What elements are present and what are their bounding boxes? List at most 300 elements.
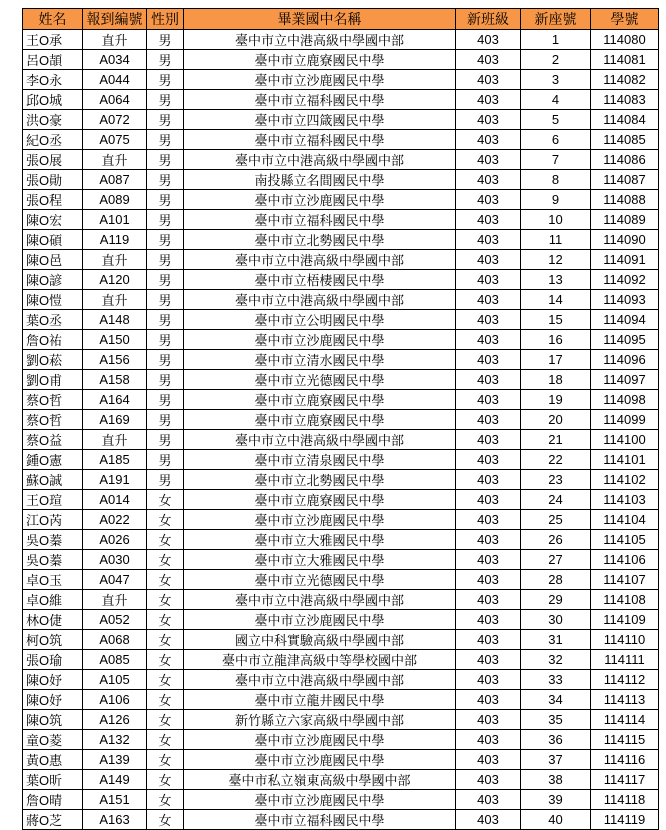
cell-seat: 14 — [521, 290, 591, 310]
table-row — [23, 530, 659, 550]
cell-student-id: 114117 — [591, 770, 659, 790]
cell-reg-no: A026 — [83, 530, 147, 550]
table-row — [23, 410, 659, 430]
table-row — [23, 370, 659, 390]
table-row — [23, 810, 659, 830]
cell-name: 張O勛 — [23, 170, 83, 190]
table-row — [23, 270, 659, 290]
cell-class: 403 — [456, 190, 521, 210]
cell-student-id: 114102 — [591, 470, 659, 490]
cell-reg-no: A185 — [83, 450, 147, 470]
cell-reg-no: A163 — [83, 810, 147, 830]
cell-student-id: 114104 — [591, 510, 659, 530]
cell-student-id: 114103 — [591, 490, 659, 510]
cell-name: 陳O碩 — [23, 230, 83, 250]
cell-seat: 37 — [521, 750, 591, 770]
cell-reg-no: A158 — [83, 370, 147, 390]
cell-reg-no: A089 — [83, 190, 147, 210]
cell-name: 柯O筑 — [23, 630, 83, 650]
cell-gender: 男 — [147, 190, 184, 210]
header-seat: 新座號 — [521, 9, 591, 30]
cell-school: 臺中市立中港高級中學國中部 — [184, 250, 456, 270]
cell-gender: 女 — [147, 730, 184, 750]
cell-reg-no: A151 — [83, 790, 147, 810]
cell-reg-no: A164 — [83, 390, 147, 410]
cell-seat: 23 — [521, 470, 591, 490]
cell-gender: 男 — [147, 290, 184, 310]
cell-class: 403 — [456, 550, 521, 570]
cell-name: 蔡O益 — [23, 430, 83, 450]
cell-student-id: 114081 — [591, 50, 659, 70]
cell-student-id: 114083 — [591, 90, 659, 110]
cell-class: 403 — [456, 150, 521, 170]
cell-school: 臺中市立鹿寮國民中學 — [184, 490, 456, 510]
cell-student-id: 114101 — [591, 450, 659, 470]
header-row — [23, 9, 659, 30]
cell-student-id: 114084 — [591, 110, 659, 130]
table-row — [23, 570, 659, 590]
cell-seat: 10 — [521, 210, 591, 230]
cell-student-id: 114100 — [591, 430, 659, 450]
header-name: 姓名 — [23, 9, 83, 30]
cell-student-id: 114108 — [591, 590, 659, 610]
table-row — [23, 550, 659, 570]
cell-student-id: 114088 — [591, 190, 659, 210]
cell-school: 臺中市立光德國民中學 — [184, 370, 456, 390]
cell-gender: 男 — [147, 250, 184, 270]
cell-class: 403 — [456, 790, 521, 810]
cell-seat: 15 — [521, 310, 591, 330]
cell-seat: 30 — [521, 610, 591, 630]
cell-student-id: 114098 — [591, 390, 659, 410]
cell-name: 邱O城 — [23, 90, 83, 110]
cell-school: 臺中市立北勢國民中學 — [184, 470, 456, 490]
cell-name: 詹O祐 — [23, 330, 83, 350]
cell-gender: 男 — [147, 130, 184, 150]
cell-student-id: 114085 — [591, 130, 659, 150]
table-row — [23, 510, 659, 530]
cell-name: 江O芮 — [23, 510, 83, 530]
cell-student-id: 114080 — [591, 30, 659, 50]
cell-seat: 29 — [521, 590, 591, 610]
cell-class: 403 — [456, 730, 521, 750]
cell-seat: 13 — [521, 270, 591, 290]
cell-school: 臺中市立大雅國民中學 — [184, 530, 456, 550]
cell-class: 403 — [456, 450, 521, 470]
cell-name: 張O展 — [23, 150, 83, 170]
table-row — [23, 390, 659, 410]
cell-school: 臺中市立福科國民中學 — [184, 130, 456, 150]
cell-name: 吳O蓁 — [23, 550, 83, 570]
cell-student-id: 114089 — [591, 210, 659, 230]
cell-student-id: 114092 — [591, 270, 659, 290]
cell-student-id: 114106 — [591, 550, 659, 570]
cell-student-id: 114112 — [591, 670, 659, 690]
cell-seat: 22 — [521, 450, 591, 470]
cell-name: 葉O丞 — [23, 310, 83, 330]
table-row — [23, 710, 659, 730]
table-row — [23, 690, 659, 710]
cell-student-id: 114116 — [591, 750, 659, 770]
cell-seat: 27 — [521, 550, 591, 570]
cell-student-id: 114113 — [591, 690, 659, 710]
cell-school: 臺中市立沙鹿國民中學 — [184, 510, 456, 530]
header-school: 畢業國中名稱 — [184, 9, 456, 30]
cell-class: 403 — [456, 750, 521, 770]
cell-reg-no: A085 — [83, 650, 147, 670]
cell-gender: 女 — [147, 630, 184, 650]
table-row — [23, 290, 659, 310]
table-row — [23, 630, 659, 650]
cell-seat: 3 — [521, 70, 591, 90]
cell-reg-no: A149 — [83, 770, 147, 790]
cell-gender: 女 — [147, 710, 184, 730]
header-student-id: 學號 — [591, 9, 659, 30]
cell-school: 臺中市立沙鹿國民中學 — [184, 190, 456, 210]
cell-seat: 24 — [521, 490, 591, 510]
cell-name: 陳O宏 — [23, 210, 83, 230]
cell-seat: 40 — [521, 810, 591, 830]
header-reg-no: 報到編號 — [83, 9, 147, 30]
cell-class: 403 — [456, 410, 521, 430]
cell-gender: 女 — [147, 590, 184, 610]
cell-seat: 2 — [521, 50, 591, 70]
cell-student-id: 114111 — [591, 650, 659, 670]
cell-school: 臺中市立鹿寮國民中學 — [184, 410, 456, 430]
cell-class: 403 — [456, 390, 521, 410]
cell-reg-no: A047 — [83, 570, 147, 590]
cell-name: 陳O諺 — [23, 270, 83, 290]
cell-seat: 9 — [521, 190, 591, 210]
cell-reg-no: 直升 — [83, 30, 147, 50]
cell-reg-no: A139 — [83, 750, 147, 770]
cell-reg-no: A030 — [83, 550, 147, 570]
table-row — [23, 230, 659, 250]
table-row — [23, 470, 659, 490]
cell-gender: 女 — [147, 610, 184, 630]
cell-school: 臺中市立福科國民中學 — [184, 210, 456, 230]
cell-gender: 男 — [147, 370, 184, 390]
cell-seat: 33 — [521, 670, 591, 690]
table-row — [23, 790, 659, 810]
cell-gender: 女 — [147, 550, 184, 570]
cell-name: 張O瑜 — [23, 650, 83, 670]
cell-gender: 男 — [147, 90, 184, 110]
cell-seat: 19 — [521, 390, 591, 410]
cell-gender: 男 — [147, 430, 184, 450]
cell-student-id: 114109 — [591, 610, 659, 630]
cell-student-id: 114110 — [591, 630, 659, 650]
cell-class: 403 — [456, 810, 521, 830]
cell-school: 臺中市立公明國民中學 — [184, 310, 456, 330]
cell-student-id: 114090 — [591, 230, 659, 250]
cell-reg-no: A191 — [83, 470, 147, 490]
cell-reg-no: A044 — [83, 70, 147, 90]
cell-gender: 男 — [147, 50, 184, 70]
cell-name: 蘇O誠 — [23, 470, 83, 490]
cell-reg-no: A052 — [83, 610, 147, 630]
cell-student-id: 114087 — [591, 170, 659, 190]
cell-student-id: 114097 — [591, 370, 659, 390]
cell-school: 臺中市立清泉國民中學 — [184, 450, 456, 470]
cell-gender: 男 — [147, 210, 184, 230]
cell-class: 403 — [456, 90, 521, 110]
table-row — [23, 730, 659, 750]
table-row — [23, 750, 659, 770]
cell-gender: 男 — [147, 330, 184, 350]
table-row — [23, 330, 659, 350]
cell-school: 臺中市立中港高級中學國中部 — [184, 290, 456, 310]
cell-class: 403 — [456, 470, 521, 490]
table-row — [23, 190, 659, 210]
cell-school: 臺中市立光德國民中學 — [184, 570, 456, 590]
cell-student-id: 114107 — [591, 570, 659, 590]
cell-class: 403 — [456, 530, 521, 550]
cell-name: 黃O惠 — [23, 750, 83, 770]
cell-gender: 女 — [147, 810, 184, 830]
cell-class: 403 — [456, 30, 521, 50]
cell-name: 紀O丞 — [23, 130, 83, 150]
cell-gender: 男 — [147, 150, 184, 170]
table-row — [23, 250, 659, 270]
cell-class: 403 — [456, 170, 521, 190]
table-row — [23, 210, 659, 230]
cell-gender: 男 — [147, 170, 184, 190]
cell-school: 臺中市立龍井國民中學 — [184, 690, 456, 710]
table-row — [23, 450, 659, 470]
table-header — [23, 9, 659, 30]
cell-class: 403 — [456, 250, 521, 270]
cell-name: 林O倢 — [23, 610, 83, 630]
cell-reg-no: A126 — [83, 710, 147, 730]
cell-class: 403 — [456, 490, 521, 510]
cell-class: 403 — [456, 510, 521, 530]
cell-seat: 1 — [521, 30, 591, 50]
cell-school: 臺中市立沙鹿國民中學 — [184, 790, 456, 810]
cell-class: 403 — [456, 670, 521, 690]
cell-reg-no: A119 — [83, 230, 147, 250]
cell-name: 劉O甫 — [23, 370, 83, 390]
cell-student-id: 114086 — [591, 150, 659, 170]
cell-student-id: 114093 — [591, 290, 659, 310]
cell-class: 403 — [456, 710, 521, 730]
cell-gender: 女 — [147, 690, 184, 710]
cell-gender: 男 — [147, 470, 184, 490]
cell-name: 劉O菘 — [23, 350, 83, 370]
cell-school: 臺中市立福科國民中學 — [184, 810, 456, 830]
header-gender: 性別 — [147, 9, 184, 30]
cell-name: 陳O筑 — [23, 710, 83, 730]
cell-class: 403 — [456, 110, 521, 130]
cell-gender: 男 — [147, 230, 184, 250]
cell-seat: 17 — [521, 350, 591, 370]
cell-school: 臺中市私立嶺東高級中學國中部 — [184, 770, 456, 790]
cell-seat: 18 — [521, 370, 591, 390]
cell-name: 陳O愷 — [23, 290, 83, 310]
cell-seat: 25 — [521, 510, 591, 530]
cell-school: 臺中市立福科國民中學 — [184, 90, 456, 110]
cell-class: 403 — [456, 430, 521, 450]
cell-student-id: 114119 — [591, 810, 659, 830]
cell-seat: 7 — [521, 150, 591, 170]
cell-seat: 35 — [521, 710, 591, 730]
cell-gender: 女 — [147, 770, 184, 790]
cell-reg-no: A075 — [83, 130, 147, 150]
cell-school: 臺中市立清水國民中學 — [184, 350, 456, 370]
cell-reg-no: 直升 — [83, 250, 147, 270]
cell-school: 臺中市立中港高級中學國中部 — [184, 670, 456, 690]
cell-seat: 21 — [521, 430, 591, 450]
cell-name: 洪O豪 — [23, 110, 83, 130]
table-row — [23, 310, 659, 330]
cell-gender: 男 — [147, 70, 184, 90]
table-row — [23, 590, 659, 610]
cell-seat: 6 — [521, 130, 591, 150]
cell-seat: 34 — [521, 690, 591, 710]
cell-class: 403 — [456, 290, 521, 310]
cell-name: 卓O維 — [23, 590, 83, 610]
cell-seat: 4 — [521, 90, 591, 110]
cell-seat: 5 — [521, 110, 591, 130]
cell-student-id: 114115 — [591, 730, 659, 750]
table-row — [23, 130, 659, 150]
table-row — [23, 70, 659, 90]
cell-class: 403 — [456, 70, 521, 90]
cell-seat: 39 — [521, 790, 591, 810]
cell-school: 臺中市立沙鹿國民中學 — [184, 70, 456, 90]
cell-gender: 男 — [147, 270, 184, 290]
cell-name: 張O程 — [23, 190, 83, 210]
cell-gender: 女 — [147, 570, 184, 590]
cell-school: 臺中市立鹿寮國民中學 — [184, 50, 456, 70]
cell-gender: 女 — [147, 530, 184, 550]
cell-school: 臺中市立中港高級中學國中部 — [184, 590, 456, 610]
cell-class: 403 — [456, 230, 521, 250]
cell-gender: 女 — [147, 670, 184, 690]
cell-name: 陳O妤 — [23, 690, 83, 710]
cell-reg-no: A106 — [83, 690, 147, 710]
cell-school: 臺中市立沙鹿國民中學 — [184, 610, 456, 630]
cell-seat: 11 — [521, 230, 591, 250]
cell-school: 臺中市立龍津高級中等學校國中部 — [184, 650, 456, 670]
table-row — [23, 90, 659, 110]
cell-name: 蔡O哲 — [23, 390, 83, 410]
table-body — [23, 30, 659, 830]
cell-reg-no: A022 — [83, 510, 147, 530]
cell-gender: 男 — [147, 450, 184, 470]
cell-name: 童O菱 — [23, 730, 83, 750]
cell-gender: 女 — [147, 790, 184, 810]
cell-student-id: 114094 — [591, 310, 659, 330]
cell-name: 陳O妤 — [23, 670, 83, 690]
cell-student-id: 114105 — [591, 530, 659, 550]
table-row — [23, 490, 659, 510]
cell-class: 403 — [456, 650, 521, 670]
table-row — [23, 110, 659, 130]
cell-name: 卓O玉 — [23, 570, 83, 590]
cell-school: 臺中市立四箴國民中學 — [184, 110, 456, 130]
cell-name: 吳O蓁 — [23, 530, 83, 550]
cell-school: 國立中科實驗高級中學國中部 — [184, 630, 456, 650]
cell-school: 臺中市立沙鹿國民中學 — [184, 330, 456, 350]
cell-school: 臺中市立中港高級中學國中部 — [184, 150, 456, 170]
cell-class: 403 — [456, 590, 521, 610]
table-row — [23, 350, 659, 370]
cell-school: 南投縣立名間國民中學 — [184, 170, 456, 190]
cell-reg-no: A101 — [83, 210, 147, 230]
cell-name: 呂O頡 — [23, 50, 83, 70]
cell-seat: 8 — [521, 170, 591, 190]
cell-school: 新竹縣立六家高級中學國中部 — [184, 710, 456, 730]
cell-seat: 12 — [521, 250, 591, 270]
table-row — [23, 430, 659, 450]
cell-class: 403 — [456, 690, 521, 710]
cell-seat: 26 — [521, 530, 591, 550]
cell-gender: 男 — [147, 110, 184, 130]
cell-class: 403 — [456, 330, 521, 350]
cell-reg-no: 直升 — [83, 430, 147, 450]
cell-gender: 男 — [147, 390, 184, 410]
cell-class: 403 — [456, 310, 521, 330]
cell-name: 蔡O哲 — [23, 410, 83, 430]
cell-gender: 女 — [147, 510, 184, 530]
table-row — [23, 30, 659, 50]
cell-gender: 男 — [147, 410, 184, 430]
cell-class: 403 — [456, 130, 521, 150]
cell-seat: 20 — [521, 410, 591, 430]
cell-class: 403 — [456, 350, 521, 370]
cell-name: 鍾O憲 — [23, 450, 83, 470]
cell-reg-no: A156 — [83, 350, 147, 370]
cell-class: 403 — [456, 570, 521, 590]
cell-seat: 16 — [521, 330, 591, 350]
table-row — [23, 50, 659, 70]
cell-student-id: 114118 — [591, 790, 659, 810]
cell-reg-no: A072 — [83, 110, 147, 130]
header-class: 新班級 — [456, 9, 521, 30]
cell-student-id: 114095 — [591, 330, 659, 350]
cell-gender: 女 — [147, 750, 184, 770]
cell-school: 臺中市立北勢國民中學 — [184, 230, 456, 250]
cell-name: 王O瑄 — [23, 490, 83, 510]
cell-student-id: 114099 — [591, 410, 659, 430]
cell-reg-no: 直升 — [83, 590, 147, 610]
cell-reg-no: A014 — [83, 490, 147, 510]
cell-reg-no: 直升 — [83, 290, 147, 310]
table-row — [23, 650, 659, 670]
cell-seat: 36 — [521, 730, 591, 750]
table-row — [23, 170, 659, 190]
cell-name: 葉O昕 — [23, 770, 83, 790]
cell-gender: 男 — [147, 350, 184, 370]
table-row — [23, 770, 659, 790]
cell-reg-no: A034 — [83, 50, 147, 70]
cell-seat: 28 — [521, 570, 591, 590]
cell-school: 臺中市立鹿寮國民中學 — [184, 390, 456, 410]
class-roster-table — [22, 8, 659, 830]
table-row — [23, 670, 659, 690]
cell-reg-no: A064 — [83, 90, 147, 110]
cell-seat: 38 — [521, 770, 591, 790]
cell-seat: 32 — [521, 650, 591, 670]
cell-class: 403 — [456, 50, 521, 70]
cell-student-id: 114114 — [591, 710, 659, 730]
cell-gender: 男 — [147, 310, 184, 330]
cell-class: 403 — [456, 210, 521, 230]
cell-class: 403 — [456, 610, 521, 630]
cell-student-id: 114091 — [591, 250, 659, 270]
cell-student-id: 114082 — [591, 70, 659, 90]
